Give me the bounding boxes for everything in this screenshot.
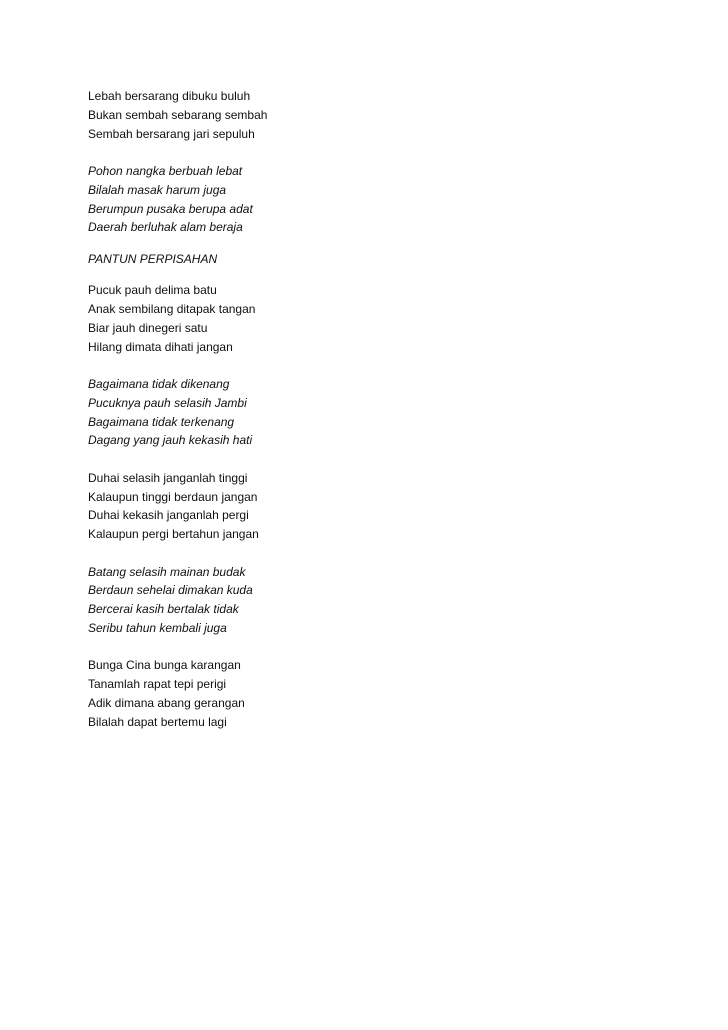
section-heading: PANTUN PERPISAHAN (88, 251, 218, 266)
poem-line: Duhai kekasih janganlah pergi (88, 508, 249, 523)
poem-line: Batang selasih mainan budak (88, 564, 246, 579)
poem-line: Pucuk pauh delima batu (88, 283, 217, 298)
poem-line: Kalaupun pergi bertahun jangan (88, 527, 259, 542)
poem-line: Bunga Cina bunga karangan (88, 658, 241, 673)
poem-line: Berumpun pusaka berupa adat (88, 201, 253, 216)
poem-line: Lebah bersarang dibuku buluh (88, 89, 251, 103)
poem-line: Sembah bersarang jari sepuluh (88, 126, 255, 141)
stanza-2 (88, 162, 648, 237)
stanza-3 (88, 281, 648, 356)
stanza-5 (88, 469, 648, 544)
poem-line: Pohon nangka berbuah lebat (88, 163, 243, 178)
section-heading-block (88, 250, 648, 269)
poem-line: Anak sembilang ditapak tangan (88, 301, 256, 316)
poem-line: Daerah berluhak alam beraja (88, 220, 243, 235)
poem-line: Dagang yang jauh kekasih hati (88, 433, 253, 448)
poem-line: Tanamlah rapat tepi perigi (88, 677, 227, 692)
poem-line: Pucuknya pauh selasih Jambi (88, 395, 247, 410)
poem-line: Bukan sembah sebarang sembah (88, 107, 268, 122)
poem-line: Seribu tahun kembali juga (88, 620, 227, 635)
stanza-6 (88, 563, 648, 638)
poem-line: Bercerai kasih bertalak tidak (88, 602, 239, 617)
poem-line: Biar jauh dinegeri satu (88, 320, 208, 335)
stanza-7 (88, 656, 648, 731)
poem-line: Adik dimana abang gerangan (88, 695, 245, 710)
poem-line: Berdaun sehelai dimakan kuda (88, 583, 253, 598)
poem-line: Duhai selasih janganlah tinggi (88, 470, 248, 485)
stanza-1 (88, 87, 648, 143)
stanza-4 (88, 375, 648, 450)
poem-line: Bilalah dapat bertemu lagi (88, 714, 227, 729)
poem-line: Hilang dimata dihati jangan (88, 339, 233, 354)
poem-body (88, 87, 648, 731)
poem-line: Bilalah masak harum juga (88, 182, 227, 197)
poem-line: Kalaupun tinggi berdaun jangan (88, 489, 258, 504)
poem-line: Bagaimana tidak dikenang (88, 376, 230, 391)
poem-line: Bagaimana tidak terkenang (88, 414, 235, 429)
